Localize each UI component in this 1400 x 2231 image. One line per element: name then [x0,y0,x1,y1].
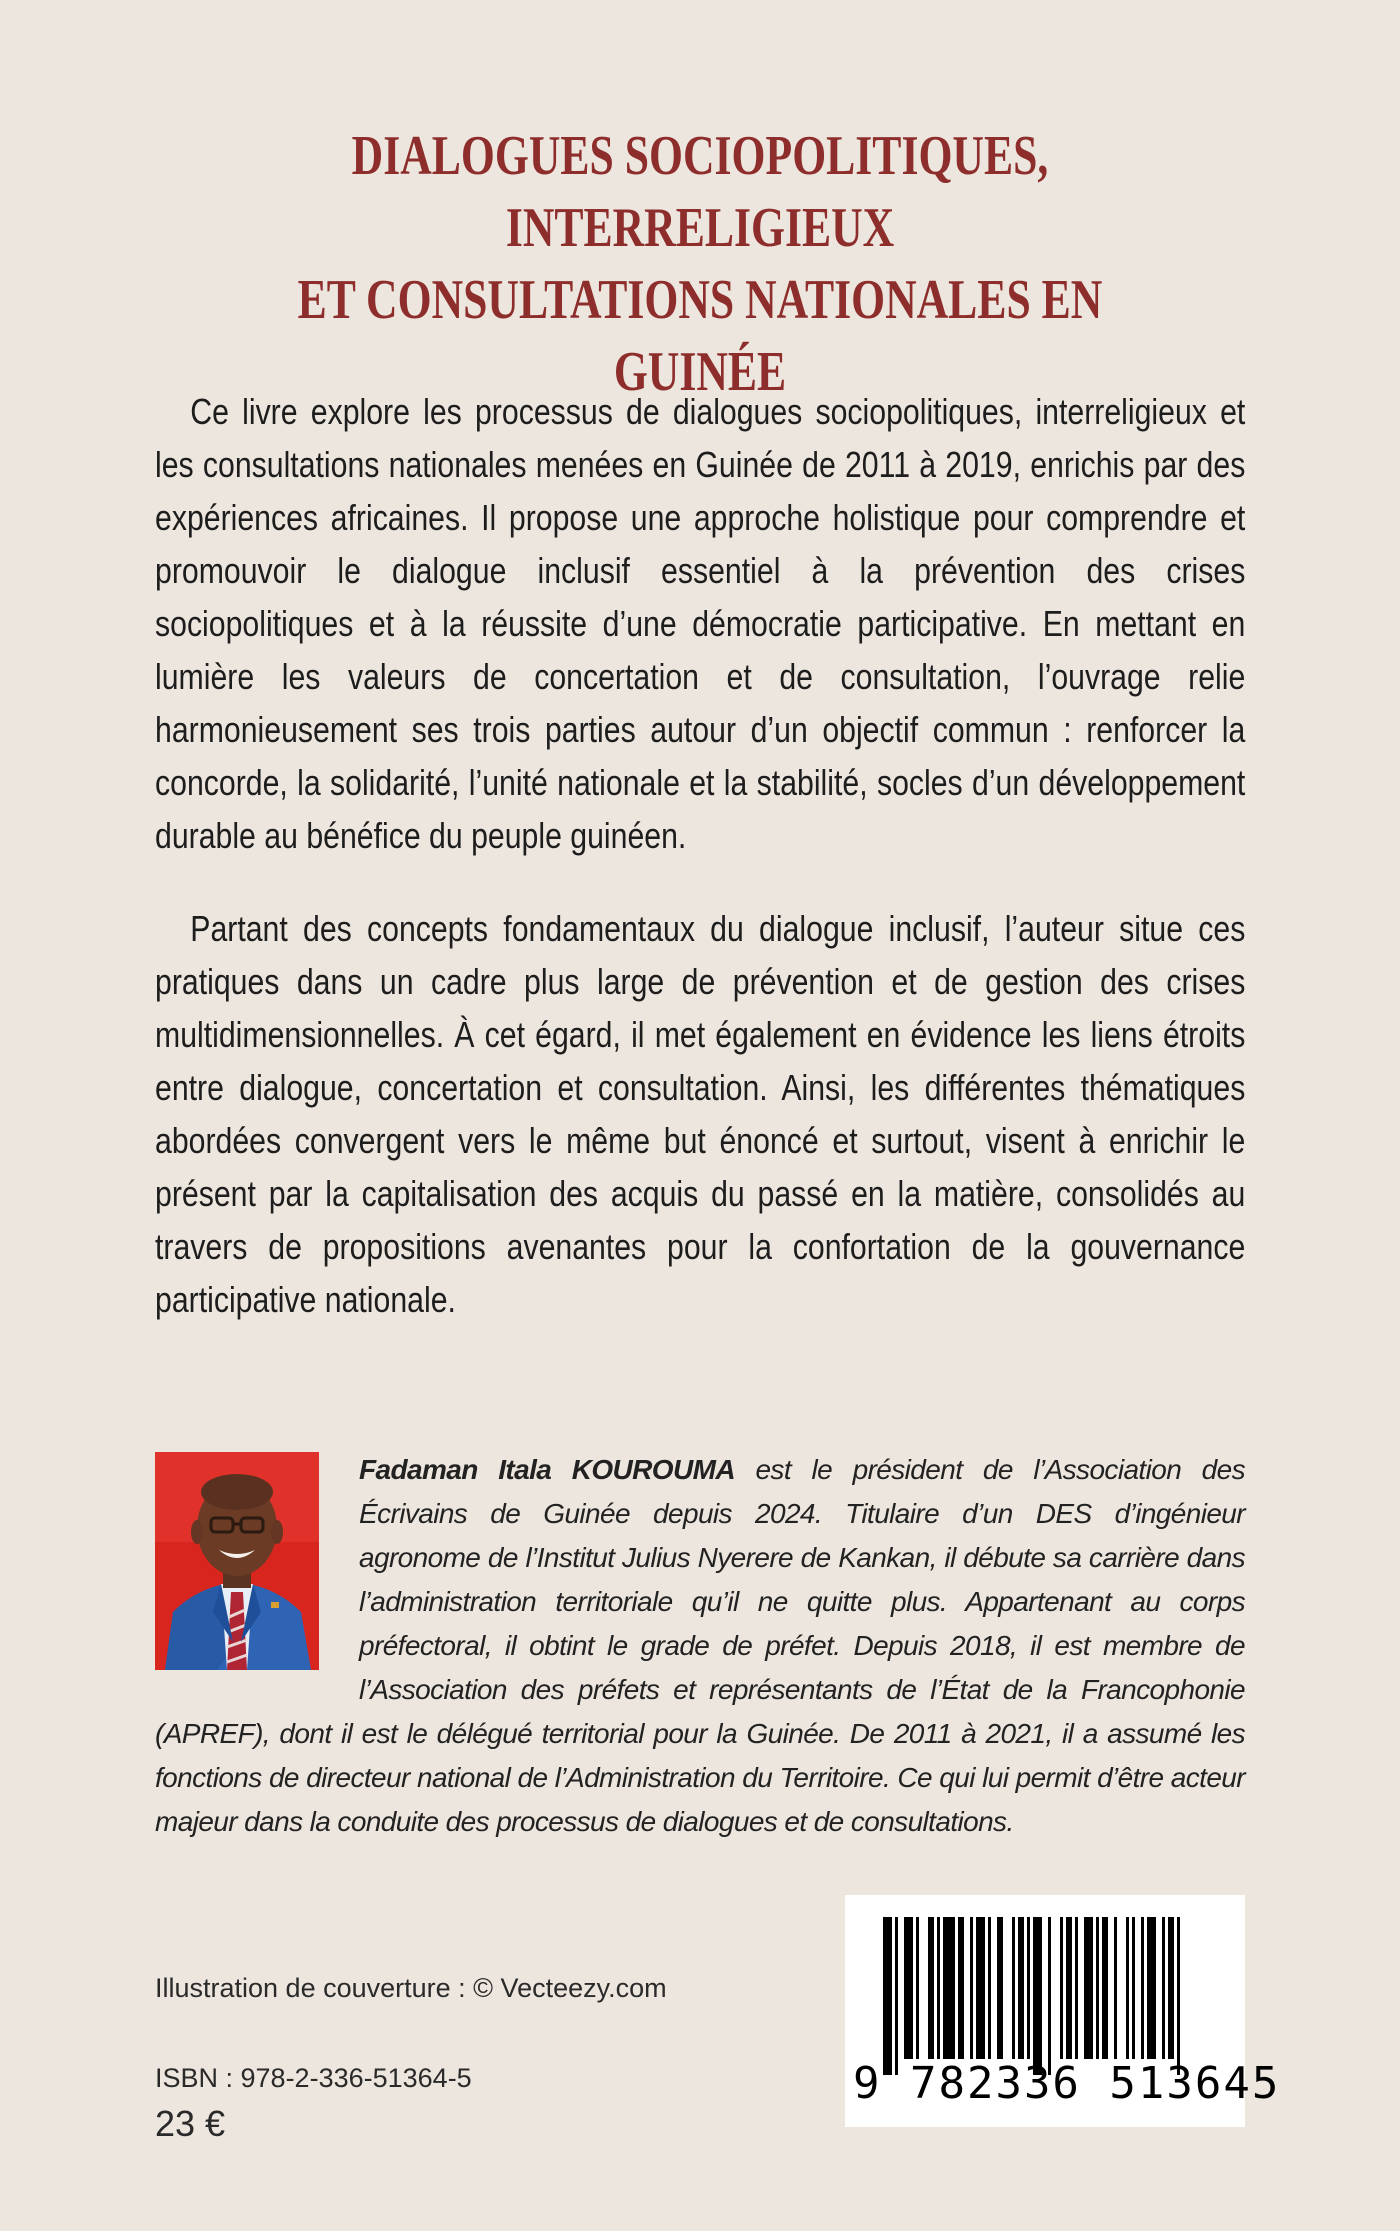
barcode-bar [916,1917,919,2059]
publication-info [155,1970,667,2146]
book-title [271,120,1129,408]
barcode-bar [943,1917,955,2059]
barcode-bar [1132,1917,1135,2059]
barcode-bar [970,1917,973,2059]
barcode-bar [1114,1917,1117,2059]
barcode-bar [976,1917,985,2059]
author-section [155,1448,1245,1844]
barcode-bar [988,1917,991,2059]
author-photo [155,1452,319,1670]
barcode-bar [1012,1917,1015,2059]
barcode [845,1895,1281,2127]
title-line-1: DIALOGUES SOCIOPOLITIQUES, INTERRELIGIEUX [351,125,1049,259]
barcode-bar [1177,1917,1180,2075]
barcode-bar [1147,1917,1156,2059]
barcode-digits: 9 782336 513645 [853,2058,1281,2109]
title-line-2: ET CONSULTATIONS NATIONALES EN GUINÉE [297,269,1103,403]
barcode-bar [1066,1917,1072,2059]
barcode-bar [1126,1917,1129,2059]
author-name: Fadaman Itala KOUROUMA [359,1454,735,1485]
barcode-bar [883,1917,892,2075]
book-price: 23 € [155,2103,226,2144]
barcode-bar [1141,1917,1144,2059]
barcode-bar [1084,1917,1093,2059]
summary-paragraph-1: Ce livre explore les processus de dialogues sociopolitiques, interreligieux et les consultations nationales menées en Guinée de 2011 à 2019, enrichis par des expériences africaines. Il propose une approche holistique pour comprendre et promouvoir le dialogue inclusif essentiel à la prévention des crises sociopolitiques et à la réussite d’une démocratie participative. En mettant en lumière les valeurs de concertation et de consultation, l’ouvrage relie harmonieusement ses trois parties autour d’un objectif commun : renforcer la concorde, la solidarité, l’unité nationale et la stabilité, socles d’un développement durable au bénéfice du peuple guinéen. [155,391,1246,856]
barcode-bar [1018,1917,1024,2059]
barcode-bar [1033,1917,1042,2075]
barcode-bar [1162,1917,1165,2059]
barcode-bar [928,1917,934,2059]
barcode-bar [1027,1917,1030,2059]
author-bio-text: est le président de l’Association des Écrivains de Guinée depuis 2024. Titulaire d’un DES d’ingénieur agronome de l’Institut Julius Nyerere de Kankan, il débute sa carrière dans l’administration territoriale qu’il ne quitte plus. Appartenant au corps préfectoral, il obtint le grade de préfet. Depuis 2018, il est membre de l’Association des préfets et représentants de l’État de la Francophonie (APREF), dont il est le délégué territorial pour la Guinée. De 2011 à 2021, il a assumé les fonctions de directeur national de l’Administration du Territoire. Ce qui lui permit d’être acteur majeur dans la conduite des processus de dialogues et de consultations. [155,1454,1246,1837]
barcode-bar [1060,1917,1063,2059]
barcode-bar [1075,1917,1078,2059]
barcode-bar [1048,1917,1051,2075]
cover-illustration-credit: Illustration de couverture : © Vecteezy.com [155,1973,667,2003]
barcode-bar [937,1917,940,2059]
isbn-number: ISBN : 978-2-336-51364-5 [155,2063,472,2093]
barcode-bar [997,1917,1003,2059]
book-summary [155,385,1245,1326]
barcode-bar [1168,1917,1174,2059]
barcode-bar [958,1917,964,2059]
summary-paragraph-2: Partant des concepts fondamentaux du dialogue inclusif, l’auteur situe ces pratiques dans un cadre plus large de prévention et de gestion des crises multidimensionnelles. À cet égard, il met également en évidence les liens étroits entre dialogue, concertation et consultation. Ainsi, les différentes thématiques abordées convergent vers le même but énoncé et surtout, visent à enrichir le présent par la capitalisation des acquis du passé en la matière, consolidés au travers de propositions avenantes pour la confortation de la gouvernance participative nationale. [155,908,1246,1320]
barcode-bar [1102,1917,1108,2059]
barcode-bar [1096,1917,1099,2059]
author-portrait-image [155,1452,319,1670]
barcode-bar [904,1917,913,2059]
barcode-bar [895,1917,898,2075]
